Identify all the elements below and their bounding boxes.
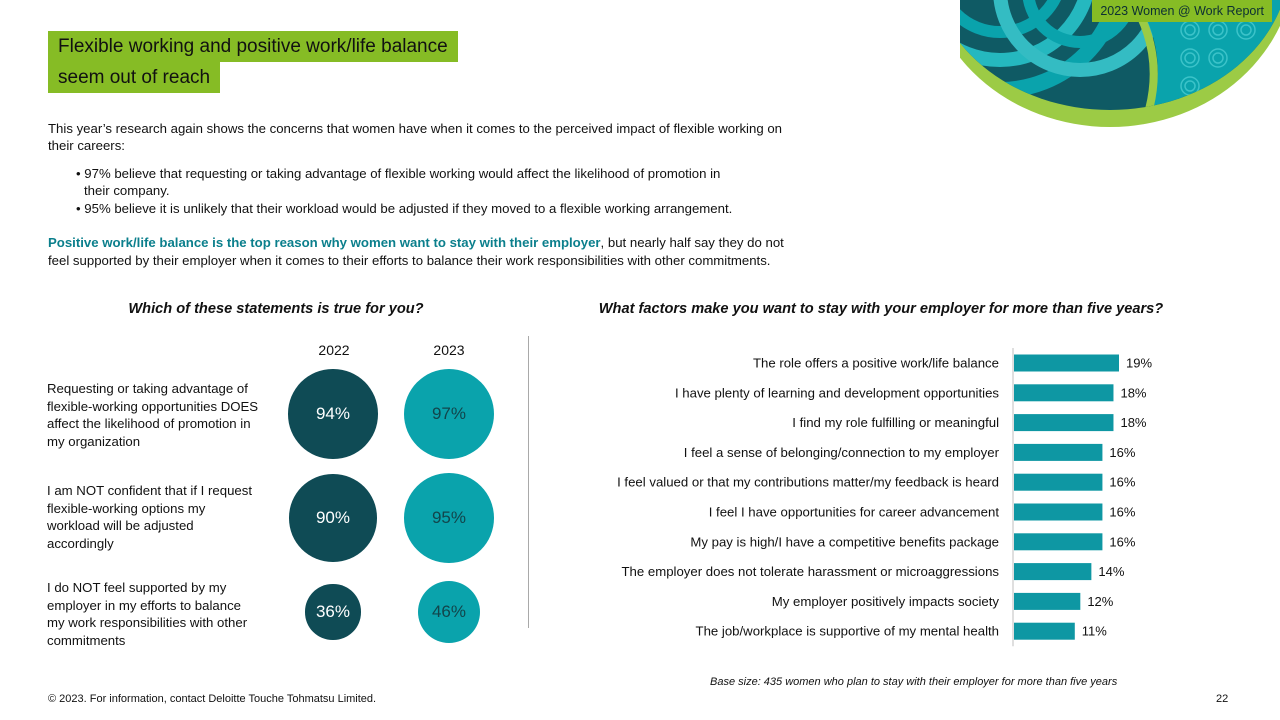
statement-1-line: my organization <box>47 433 141 449</box>
report-tag: 2023 Women @ Work Report <box>1092 0 1272 22</box>
page-title-line-2: seem out of reach <box>48 62 220 93</box>
bar-category-label-6: I feel I have opportunities for career advancement <box>708 504 999 520</box>
bar-6 <box>1014 504 1102 521</box>
bar-value-label-9: 12% <box>1087 593 1114 609</box>
statement-3-line: commitments <box>47 632 126 648</box>
highlight-rest: , but nearly half say they do not <box>600 235 784 250</box>
bar-category-label-7: My pay is high/I have a competitive benefits package <box>690 534 999 550</box>
bar-category-label-10: The job/workplace is supportive of my mental health <box>695 623 999 639</box>
bar-value-label-1: 19% <box>1126 355 1153 371</box>
bar-3 <box>1014 414 1113 431</box>
bar-category-label-1: The role offers a positive work/life balance <box>752 355 999 371</box>
copyright-footer: © 2023. For information, contact Deloitte Touche Tohmatsu Limited. <box>48 693 377 705</box>
highlight-statement: Positive work/life balance is the top reason why women want to stay with their employer <box>48 235 601 250</box>
intro-text-line-1: This year’s research again shows the concerns that women have when it comes to the perceived impact of flexible working on <box>48 121 782 136</box>
statement-2-line: workload will be adjusted <box>47 518 194 533</box>
statement-1-line: flexible-working opportunities DOES <box>47 398 259 414</box>
bar-value-label-6: 16% <box>1109 504 1136 520</box>
bubble-chart-title: Which of these statements is true for you? <box>128 301 424 317</box>
statement-1-line: affect the likelihood of promotion in <box>47 416 251 431</box>
statement-2-line: accordingly <box>47 535 114 551</box>
bar-category-label-2: I have plenty of learning and development opportunities <box>674 385 999 401</box>
bar-category-label-9: My employer positively impacts society <box>771 593 999 609</box>
bar-2 <box>1014 384 1113 401</box>
bar-value-label-3: 18% <box>1120 415 1147 431</box>
statement-2-line: flexible-working options my <box>47 500 206 516</box>
bar-5 <box>1014 474 1102 491</box>
bar-category-label-8: The employer does not tolerate harassment or microaggressions <box>621 564 999 580</box>
statement-2-line: I am NOT confident that if I request <box>47 483 252 498</box>
bar-value-label-10: 11% <box>1081 623 1107 639</box>
bullet-1-line-2: their company. <box>84 183 170 198</box>
bar-10 <box>1014 623 1075 640</box>
statement-3-line: my work responsibilities with other <box>47 615 248 630</box>
intro-text-line-2: their careers: <box>48 138 125 153</box>
statement-3-line: I do NOT feel supported by my <box>47 580 227 595</box>
bubble-value-label: 36% <box>315 601 350 621</box>
bubble-value-label: 95% <box>431 507 466 527</box>
bubble-value-label: 97% <box>431 403 466 423</box>
bubble-value-label: 90% <box>315 507 350 527</box>
bar-9 <box>1014 593 1080 610</box>
page-number: 22 <box>1216 693 1229 705</box>
base-size-note: Base size: 435 women who plan to stay with their employer for more than five years <box>710 676 1118 688</box>
bar-category-label-5: I feel valued or that my contributions matter/my feedback is heard <box>617 474 999 490</box>
bubble-value-label: 94% <box>315 403 350 423</box>
bubble-value-label: 46% <box>431 601 466 621</box>
bar-category-label-3: I find my role fulfilling or meaningful <box>792 415 999 431</box>
bar-value-label-8: 14% <box>1098 564 1125 580</box>
series-label-2022: 2022 <box>318 342 350 358</box>
page-title-line-1: Flexible working and positive work/life balance <box>48 31 458 62</box>
bar-value-label-7: 16% <box>1109 534 1136 550</box>
bar-4 <box>1014 444 1102 461</box>
bar-8 <box>1014 563 1091 580</box>
bar-value-label-2: 18% <box>1120 385 1147 401</box>
bar-category-label-4: I feel a sense of belonging/connection to my employer <box>683 444 999 460</box>
statement-1-line: Requesting or taking advantage of <box>47 381 248 396</box>
series-label-2023: 2023 <box>433 342 465 358</box>
bar-1 <box>1014 355 1119 372</box>
bullet-2-line-1: • 95% believe it is unlikely that their workload would be adjusted if they moved to a flexible working arrangement. <box>76 201 733 216</box>
bar-7 <box>1014 533 1102 550</box>
bar-value-label-5: 16% <box>1109 474 1136 490</box>
statement-3-line: employer in my efforts to balance <box>47 597 242 613</box>
highlight-paragraph-line-2: feel supported by their employer when it comes to their efforts to balance their work responsibilities with other commitments. <box>48 253 771 268</box>
bar-value-label-4: 16% <box>1109 444 1136 460</box>
bar-chart-title: What factors make you want to stay with your employer for more than five years? <box>598 301 1164 317</box>
bullet-1-line-1: • 97% believe that requesting or taking advantage of flexible working would affect the likelihood of promotion in <box>76 166 721 181</box>
